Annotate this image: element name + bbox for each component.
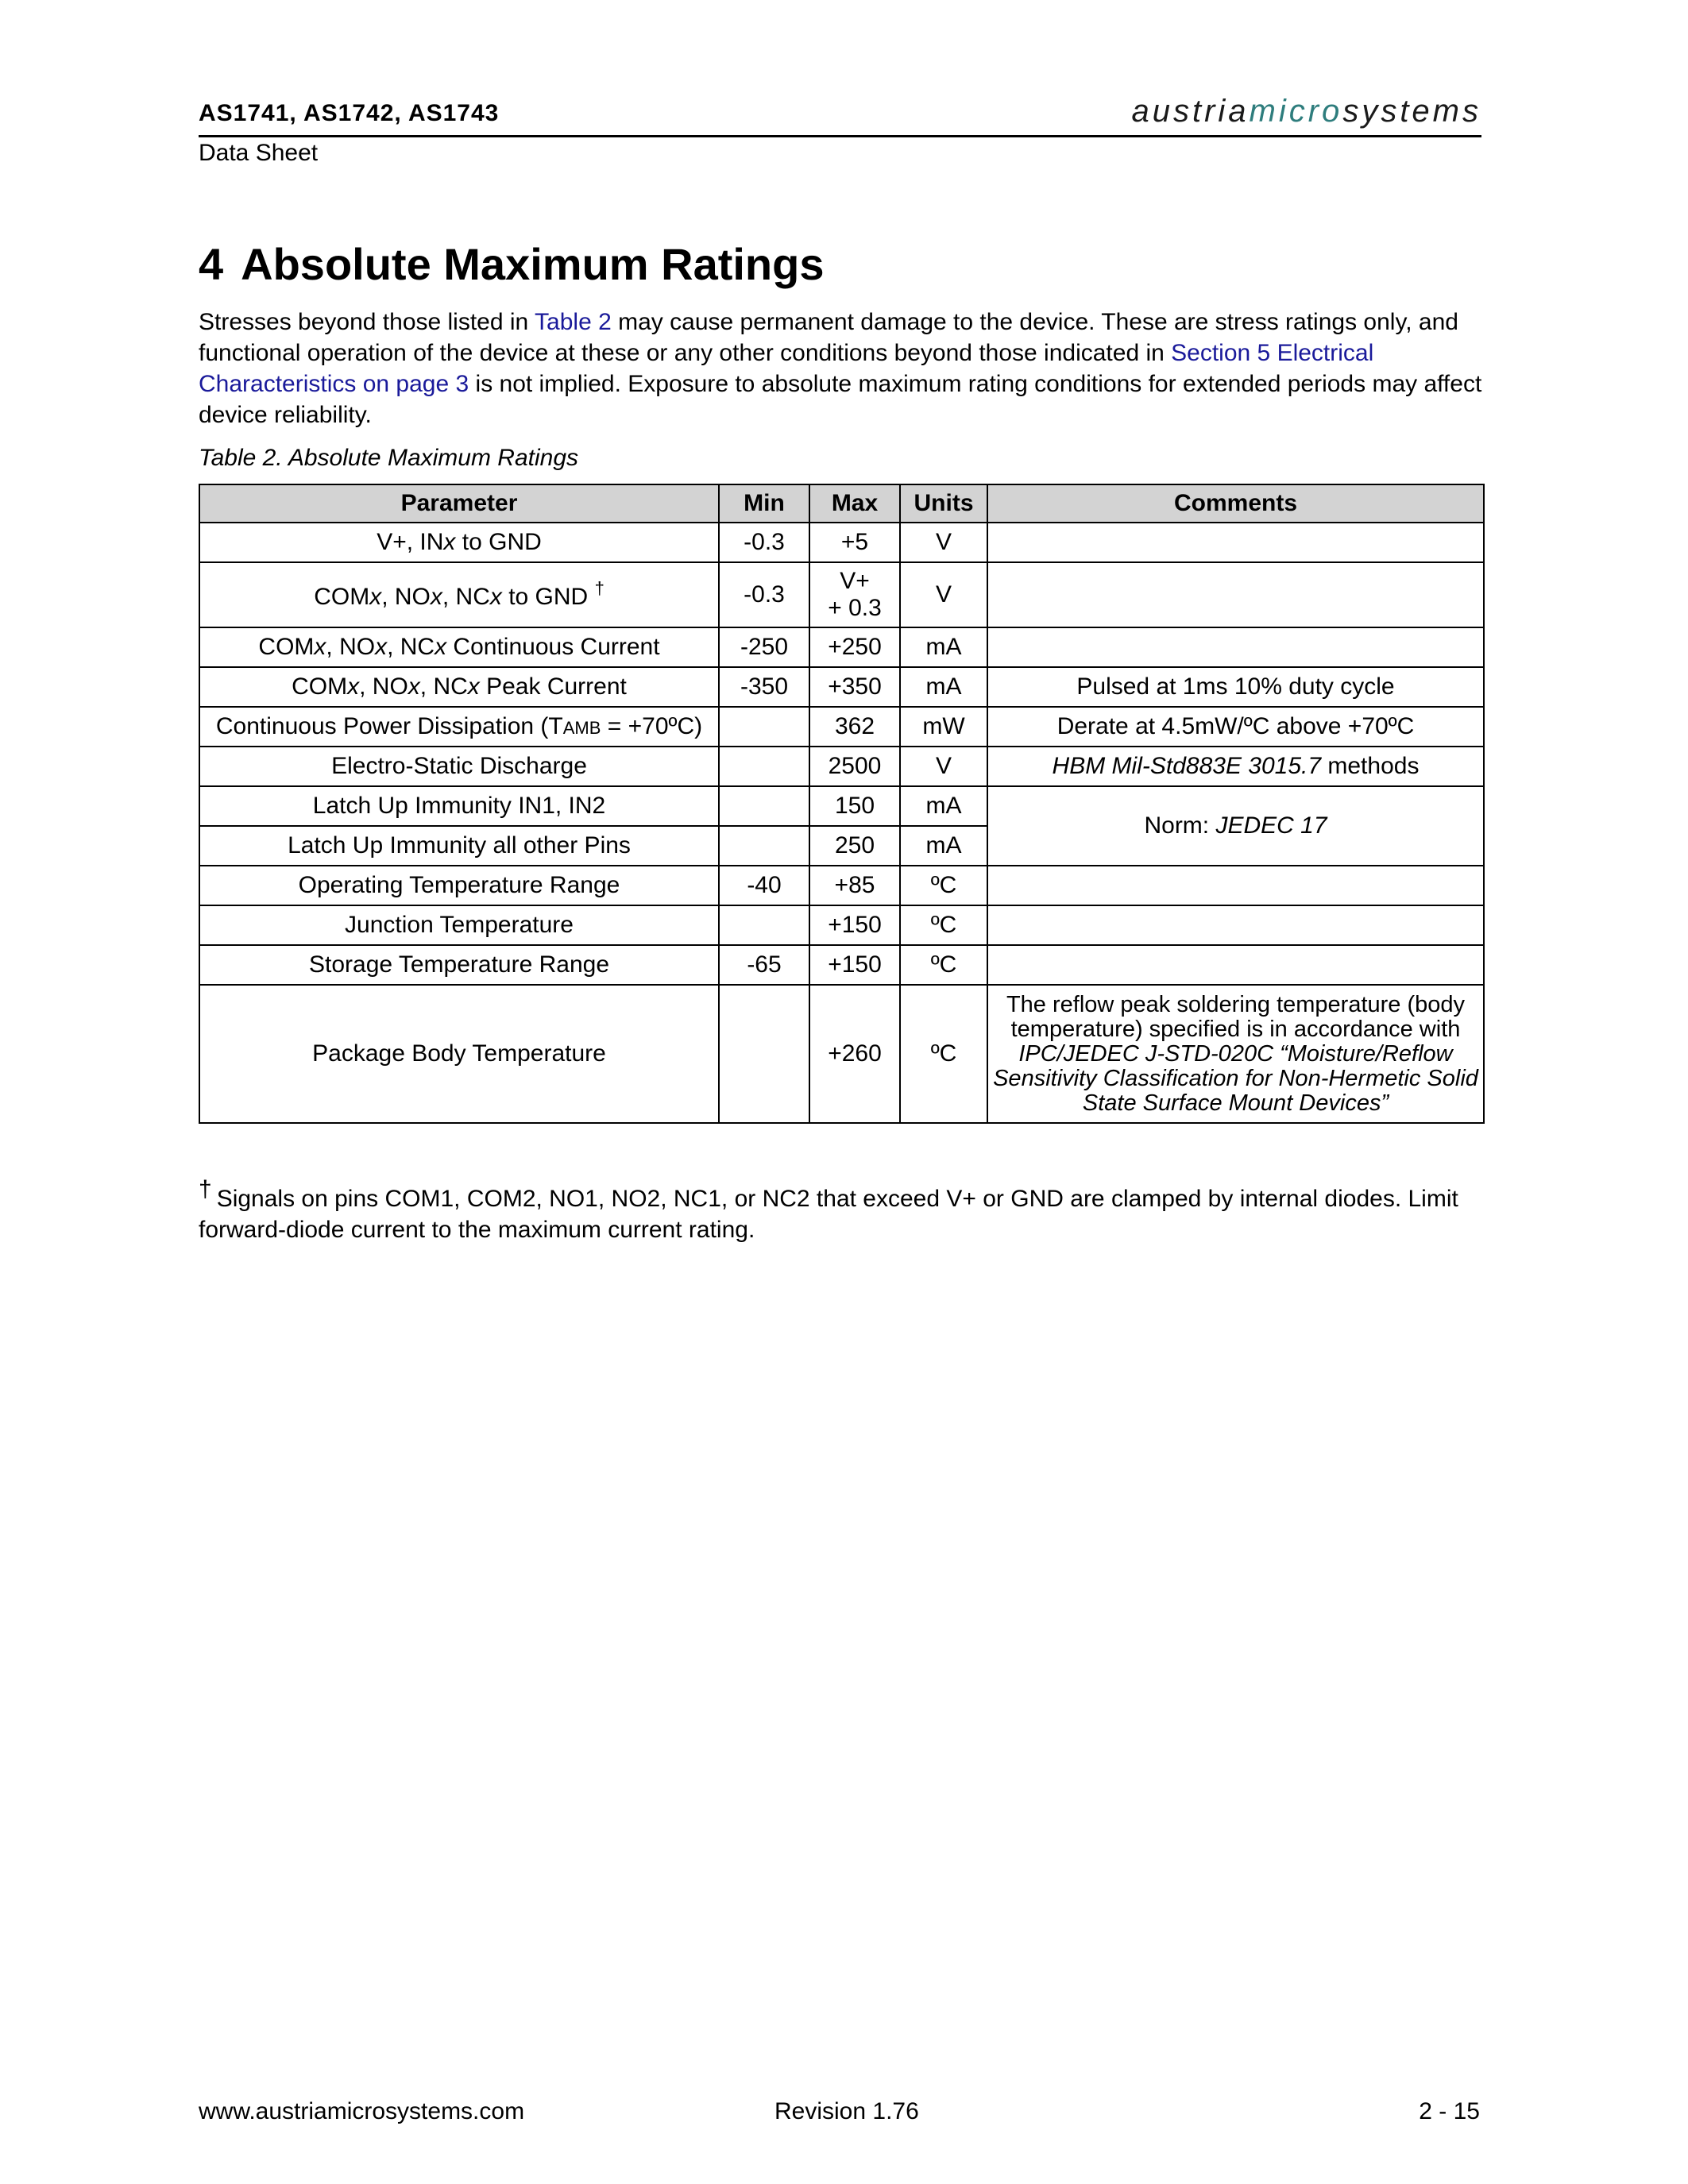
table-row: [199, 747, 1484, 786]
table-row: [199, 985, 1484, 1123]
cell-units: ºC: [900, 985, 987, 1123]
cell-min: [719, 747, 809, 786]
cell-min: -0.3: [719, 562, 809, 627]
cell-max: +85: [809, 866, 900, 905]
cell-max: +150: [809, 945, 900, 985]
cell-min: -250: [719, 627, 809, 667]
cell-parameter: Junction Temperature: [199, 905, 719, 945]
cell-units: V: [900, 523, 987, 562]
cell-comment: [987, 945, 1484, 985]
footer-page-number: 2 - 15: [1419, 2098, 1480, 2124]
footnote: [199, 1174, 1485, 1245]
cell-min: [719, 985, 809, 1123]
section-title: [199, 238, 824, 290]
cell-units: V: [900, 562, 987, 627]
param-var: x: [430, 583, 442, 610]
param-text: COM: [314, 583, 370, 610]
cell-units: ºC: [900, 905, 987, 945]
intro-text-1: Stresses beyond those listed in: [199, 309, 535, 335]
header-part-numbers: AS1741, AS1742, AS1743: [199, 100, 500, 126]
cell-units: mA: [900, 826, 987, 866]
cell-parameter: Electro-Static Discharge: [199, 747, 719, 786]
header-comments: Comments: [987, 484, 1484, 523]
cell-max: +260: [809, 985, 900, 1123]
cell-min: -40: [719, 866, 809, 905]
header-units: Units: [900, 484, 987, 523]
header-max: Max: [809, 484, 900, 523]
cell-units: mW: [900, 707, 987, 747]
param-subscript: AMB: [562, 718, 601, 738]
cell-max: 362: [809, 707, 900, 747]
cell-parameter: Latch Up Immunity all other Pins: [199, 826, 719, 866]
param-var: x: [369, 583, 382, 610]
table-2-link[interactable]: Table 2: [535, 309, 612, 335]
param-text: , NO: [381, 583, 431, 610]
max-line-1: V+: [840, 568, 870, 594]
footer-revision: Revision 1.76: [774, 2098, 919, 2124]
param-var: x: [408, 673, 420, 700]
table-row: [199, 627, 1484, 667]
cell-parameter: Operating Temperature Range: [199, 866, 719, 905]
param-var: x: [467, 673, 480, 700]
comment-italic: JEDEC 17: [1215, 812, 1327, 839]
param-text: = +70ºC): [601, 713, 703, 739]
comment-text: The reflow peak soldering temperature (body temperature) specified is in accordance with: [1006, 991, 1466, 1042]
param-var: x: [435, 634, 447, 660]
cell-comment: [987, 747, 1484, 786]
cell-parameter: Storage Temperature Range: [199, 945, 719, 985]
cell-max: 250: [809, 826, 900, 866]
param-text: Peak Current: [479, 673, 627, 700]
cell-min: -65: [719, 945, 809, 985]
cell-min: -350: [719, 667, 809, 707]
param-var: x: [443, 529, 456, 555]
cell-parameter: [199, 707, 719, 747]
cell-comment: [987, 523, 1484, 562]
cell-units: mA: [900, 786, 987, 826]
footnote-text: Signals on pins COM1, COM2, NO1, NO2, NC1, or NC2 that exceed V+ or GND are clamped by internal diodes. Limit forward-diode current to the maximum current rating.: [199, 1186, 1458, 1243]
cell-comment: [987, 985, 1484, 1123]
param-text: , NO: [359, 673, 408, 700]
footer-website[interactable]: www.austriamicrosystems.com: [199, 2098, 525, 2124]
header-rule: [199, 135, 1481, 137]
cell-comment: Derate at 4.5mW/ºC above +70ºC: [987, 707, 1484, 747]
section-5-link[interactable]: Section 5 Electrical Characteristics on page 3: [199, 340, 1374, 397]
cell-units: mA: [900, 627, 987, 667]
header-doc-type: Data Sheet: [199, 140, 319, 166]
comment-italic: HBM Mil-Std883E 3015.7: [1052, 753, 1322, 779]
cell-min: [719, 707, 809, 747]
absolute-max-ratings-table: [199, 484, 1485, 1124]
cell-comment: Pulsed at 1ms 10% duty cycle: [987, 667, 1484, 707]
param-text: , NO: [326, 634, 376, 660]
param-var: x: [347, 673, 360, 700]
footnote-dagger: †: [199, 1176, 212, 1202]
table-header-row: [199, 484, 1484, 523]
cell-comment-merged: [987, 786, 1484, 866]
cell-parameter: [199, 667, 719, 707]
cell-units: ºC: [900, 945, 987, 985]
cell-comment: [987, 866, 1484, 905]
param-var: x: [489, 583, 502, 610]
cell-max: 2500: [809, 747, 900, 786]
intro-text-3: is not implied. Exposure to absolute maximum rating conditions for extended periods may affect device reliability.: [199, 371, 1482, 428]
cell-parameter: [199, 523, 719, 562]
header-parameter: Parameter: [199, 484, 719, 523]
table-row: [199, 945, 1484, 985]
cell-comment: [987, 562, 1484, 627]
cell-max: 150: [809, 786, 900, 826]
cell-parameter: [199, 562, 719, 627]
cell-units: V: [900, 747, 987, 786]
table-caption: Table 2. Absolute Maximum Ratings: [199, 445, 579, 471]
cell-min: [719, 826, 809, 866]
table-row: [199, 707, 1484, 747]
cell-parameter: Package Body Temperature: [199, 985, 719, 1123]
cell-units: mA: [900, 667, 987, 707]
intro-paragraph: [199, 307, 1485, 430]
section-title-text: Absolute Maximum Ratings: [241, 239, 825, 289]
table-row: [199, 562, 1484, 627]
comment-text: methods: [1321, 753, 1420, 779]
cell-max: +150: [809, 905, 900, 945]
param-text: Continuous Current: [446, 634, 660, 660]
comment-text: Norm:: [1144, 812, 1216, 839]
param-var: x: [375, 634, 388, 660]
cell-units: ºC: [900, 866, 987, 905]
param-text: , NC: [419, 673, 468, 700]
cell-comment: [987, 627, 1484, 667]
cell-max: [809, 562, 900, 627]
param-text: to GND: [455, 529, 542, 555]
brand-logo: [1131, 94, 1481, 129]
cell-max: +5: [809, 523, 900, 562]
comment-italic: IPC/JEDEC J-STD-020C “Moisture/Reflow Sensitivity Classification for Non-Hermetic Solid State Surface Mount Devices”: [993, 1040, 1478, 1116]
brand-suffix: systems: [1342, 94, 1481, 129]
table-row: [199, 523, 1484, 562]
param-text: , NC: [442, 583, 490, 610]
dagger-footnote-marker: †: [594, 577, 605, 598]
cell-max: +350: [809, 667, 900, 707]
param-text: COM: [292, 673, 348, 700]
table-row: [199, 905, 1484, 945]
param-var: x: [314, 634, 326, 660]
param-text: to GND: [501, 583, 595, 610]
cell-min: -0.3: [719, 523, 809, 562]
cell-min: [719, 786, 809, 826]
param-text: , NC: [387, 634, 435, 660]
header-min: Min: [719, 484, 809, 523]
table-row: [199, 786, 1484, 826]
param-text: Continuous Power Dissipation (T: [215, 713, 563, 739]
brand-accent: micro: [1249, 94, 1343, 129]
max-line-2: + 0.3: [828, 595, 882, 621]
param-text: COM: [258, 634, 315, 660]
param-text: V+, IN: [377, 529, 444, 555]
cell-parameter: Latch Up Immunity IN1, IN2: [199, 786, 719, 826]
cell-comment: [987, 905, 1484, 945]
brand-prefix: austria: [1131, 94, 1250, 129]
table-row: [199, 866, 1484, 905]
cell-parameter: [199, 627, 719, 667]
table-row: [199, 667, 1484, 707]
cell-max: +250: [809, 627, 900, 667]
intro-text-2: may cause permanent damage to the device. These are stress ratings only, and functional operation of the device at these or any other conditions beyond those indicated in: [199, 309, 1458, 366]
section-number: 4: [199, 239, 224, 289]
cell-min: [719, 905, 809, 945]
